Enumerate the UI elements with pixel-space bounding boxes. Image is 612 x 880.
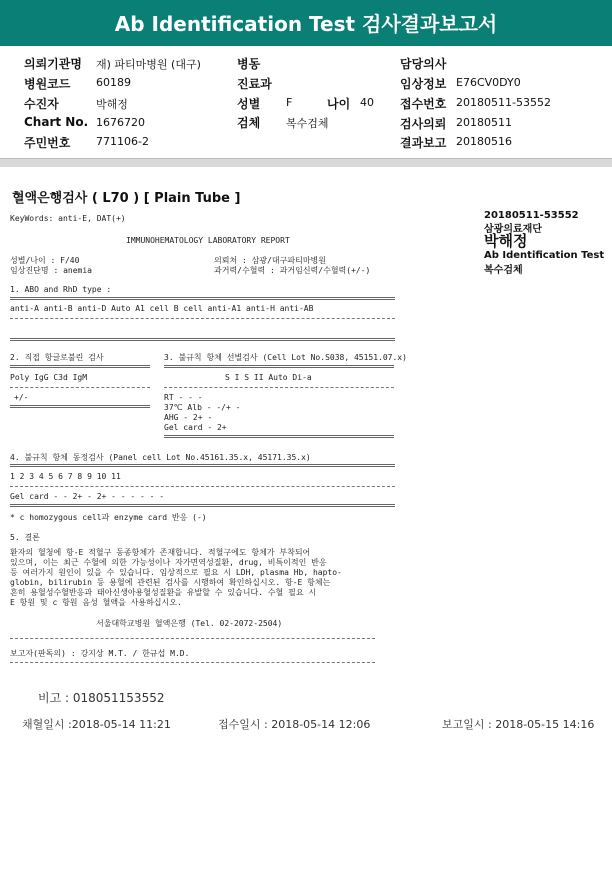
ward-label: 병동 xyxy=(237,57,261,71)
doctor-label: 담당의사 xyxy=(400,57,447,71)
collection-time: 채혈일시 :2018-05-14 11:21 xyxy=(22,718,171,731)
reporter: 보고자(판독의) : 강지상 M.T. / 한규섭 M.D. xyxy=(10,649,190,658)
section2-value: +/- xyxy=(14,393,29,402)
section1-title: 1. ABO and RhD type : xyxy=(10,285,112,294)
section4-gel-row: Gel card - - 2+ - 2+ - - - - - - xyxy=(10,492,165,501)
reporter-bottom-rule xyxy=(10,662,375,663)
section2-bottom-rule xyxy=(10,405,150,408)
chart-no-label: Chart No. xyxy=(24,115,89,129)
label-id: 20180511-53552 xyxy=(484,210,579,221)
conclusion-line: 흔히 용혈성수혈반응과 태아신생아용혈성질환을 유발할 수 있습니다. 수혈 필요 시 xyxy=(10,588,317,597)
history: 과거력/수혈력 : 과거임신력/수혈력(+/-) xyxy=(214,266,371,275)
request-date-value: 20180511 xyxy=(456,116,512,129)
section1-headers: anti-A anti-B anti-D Auto A1 cell B cell anti-A1 anti-H anti-AB xyxy=(10,304,314,313)
section4-title: 4. 불규칙 항체 동정검사 (Panel cell Lot No.45161.35.x, 45171.35.x) xyxy=(10,453,311,462)
sex-value: F xyxy=(286,96,293,109)
section4-headers: 1 2 3 4 5 6 7 8 9 10 11 xyxy=(10,472,121,481)
hospital-name-label: 의뢰기관명 xyxy=(24,57,82,71)
section1-top-rule xyxy=(10,297,395,300)
conclusion-line: E 항원 및 c 항원 음성 혈액을 사용하십시오. xyxy=(10,598,182,607)
sex-label: 성별 xyxy=(237,97,261,111)
patient-value: 박해정 xyxy=(96,98,128,111)
label-name: 박해정 xyxy=(484,232,528,250)
keywords: KeyWords: anti-E, DAT(+) xyxy=(10,214,126,223)
accession-label: 접수번호 xyxy=(400,97,447,111)
resident-no-label: 주민번호 xyxy=(24,136,71,150)
conclusion-line: 환자의 혈청에 항-E 적혈구 동종항체가 존재합니다. 적혈구에도 항체가 부착되어 xyxy=(10,548,311,557)
section3-row-gel: Gel card - 2+ xyxy=(164,423,227,432)
section3-mid-rule xyxy=(164,387,394,388)
age-label: 나이 xyxy=(327,97,351,111)
report-date-label: 결과보고 xyxy=(400,136,447,150)
section2-mid-rule xyxy=(10,387,150,388)
label-test: Ab Identification Test xyxy=(484,250,605,261)
label-specimen: 복수검체 xyxy=(484,265,523,276)
section3-row-rt: RT - - - xyxy=(164,393,203,402)
conclusion-line: globin, bilirubin 등 용혈에 관련된 검사를 시행하여 확인하십시오. 항-E 항체는 xyxy=(10,578,331,587)
specimen-label: 검체 xyxy=(237,116,261,130)
section1-bottom-rule xyxy=(10,338,395,341)
remarks: 비고 : 018051153552 xyxy=(38,691,165,705)
resident-no-value: 771106-2 xyxy=(96,135,149,148)
receipt-time: 접수일시 : 2018-05-14 12:06 xyxy=(218,718,371,731)
reporter-top-rule xyxy=(10,638,375,639)
conclusion-line: 있으며, 이는 최근 수혈에 의한 가능성이나 자가면역성질환, drug, 비특이적인 반응 xyxy=(10,558,327,567)
conclusion-line: 등 여러가지 원인이 있을 수 있습니다. 임상적으로 필요 시 LDH, plasma Hb, hapto- xyxy=(10,568,342,577)
lab-report-title: IMMUNOHEMATOLOGY LABORATORY REPORT xyxy=(126,236,290,245)
section5-title: 5. 결론 xyxy=(10,533,40,542)
chart-no-value: 1676720 xyxy=(96,116,145,129)
paper-title: 혈액은행검사 ( L70 ) [ Plain Tube ] xyxy=(12,191,241,206)
section4-top-rule xyxy=(10,464,395,467)
section3-title: 3. 불규칙 항체 선별검사 (Cell Lot No.S038, 45151.07.x) xyxy=(164,353,407,362)
hospital-name-value: 재) 파티마병원 (대구) xyxy=(96,58,201,71)
section3-row-37c: 37℃ Alb - -/+ - xyxy=(164,403,241,412)
request-date-label: 검사의뢰 xyxy=(400,117,447,131)
hospital-contact: 서울대학교병원 혈액은행 (Tel. 02-2072-2504) xyxy=(96,619,283,628)
section3-row-ahg: AHG - 2+ - xyxy=(164,413,213,422)
section4-mid-rule xyxy=(10,486,395,487)
label-org: 삼광의료재단 xyxy=(484,224,542,235)
hospital-code-label: 병원코드 xyxy=(24,77,71,91)
sex-age: 성별/나이 : F/40 xyxy=(10,256,80,265)
section3-bottom-rule xyxy=(164,435,394,438)
section1-mid-rule xyxy=(10,318,395,319)
section2-title: 2. 직접 항글로불린 검사 xyxy=(10,353,104,362)
diagnosis: 임상진단명 : anemia xyxy=(10,266,92,275)
requester: 의뢰처 : 삼광/대구파티마병원 xyxy=(214,256,327,265)
hospital-code-value: 60189 xyxy=(96,76,131,89)
report-date-value: 20180516 xyxy=(456,135,512,148)
section4-bottom-rule xyxy=(10,504,395,507)
age-value: 40 xyxy=(360,96,374,109)
clinical-info-value: E76CV0DY0 xyxy=(456,76,521,89)
header-separator xyxy=(0,158,612,167)
section2-top-rule xyxy=(10,365,150,368)
department-label: 진료과 xyxy=(237,77,272,91)
report-time: 보고일시 : 2018-05-15 14:16 xyxy=(442,718,595,731)
clinical-info-label: 임상정보 xyxy=(400,77,447,91)
report-title: Ab Identification Test 검사결과보고서 xyxy=(114,12,498,36)
accession-value: 20180511-53552 xyxy=(456,96,551,109)
section2-headers: Poly IgG C3d IgM xyxy=(10,373,88,382)
section4-note: * c homozygous cell과 enzyme card 반응 (-) xyxy=(10,513,207,522)
specimen-value: 복수검체 xyxy=(286,117,329,130)
section3-top-rule xyxy=(164,365,394,368)
patient-label: 수진자 xyxy=(24,97,59,111)
section3-headers: S I S II Auto Di-a xyxy=(225,373,312,382)
